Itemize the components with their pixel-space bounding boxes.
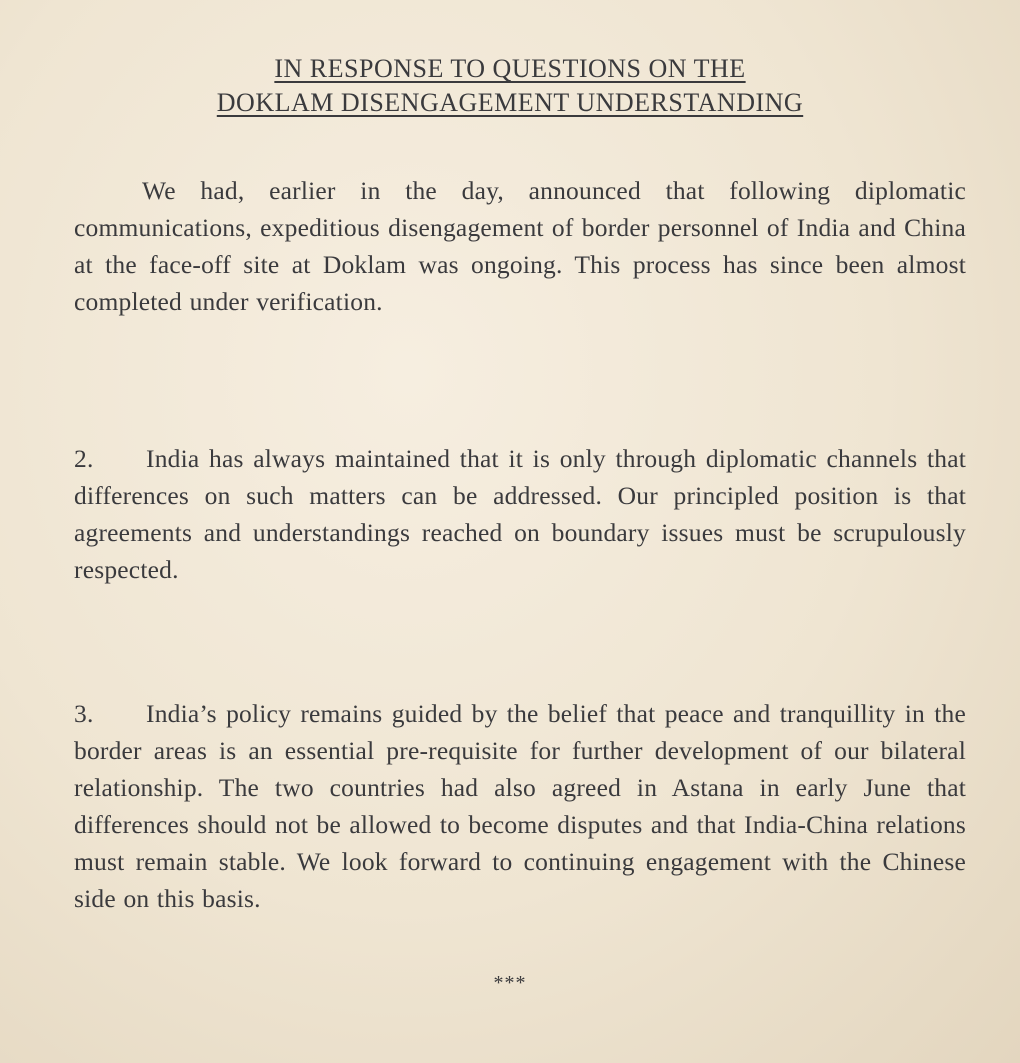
paragraph-2 [74, 440, 966, 588]
title-line-1: IN RESPONSE TO QUESTIONS ON THE [274, 54, 746, 83]
end-mark: *** [493, 972, 527, 994]
paragraph-1-text: We had, earlier in the day, announced that following diplomatic communications, expeditious disengagement of border personnel of India and China at the face-off site at Doklam was ongoing. This process has since been almost completed under verification. [74, 176, 966, 316]
paragraph-1 [74, 172, 966, 320]
paragraph-3 [74, 695, 966, 917]
paragraph-3-text: India’s policy remains guided by the belief that peace and tranquillity in the border areas is an essential pre-requisite for further development of our bilateral relationship. The two countries had also agreed in Astana in early June that differences should not be allowed to become disputes and that India-China relations must remain stable. We look forward to continuing engagement with the Chinese side on this basis. [74, 699, 966, 913]
paragraph-2-number: 2. [74, 444, 94, 473]
title-line-2: DOKLAM DISENGAGEMENT UNDERSTANDING [216, 88, 804, 117]
paragraph-3-number: 3. [74, 699, 94, 728]
document-title [0, 52, 1020, 120]
paragraph-2-text: India has always maintained that it is only through diplomatic channels that differences on such matters can be addressed. Our principled position is that agreements and understandings reached on boundary issues must be scrupulously respected. [74, 444, 966, 584]
